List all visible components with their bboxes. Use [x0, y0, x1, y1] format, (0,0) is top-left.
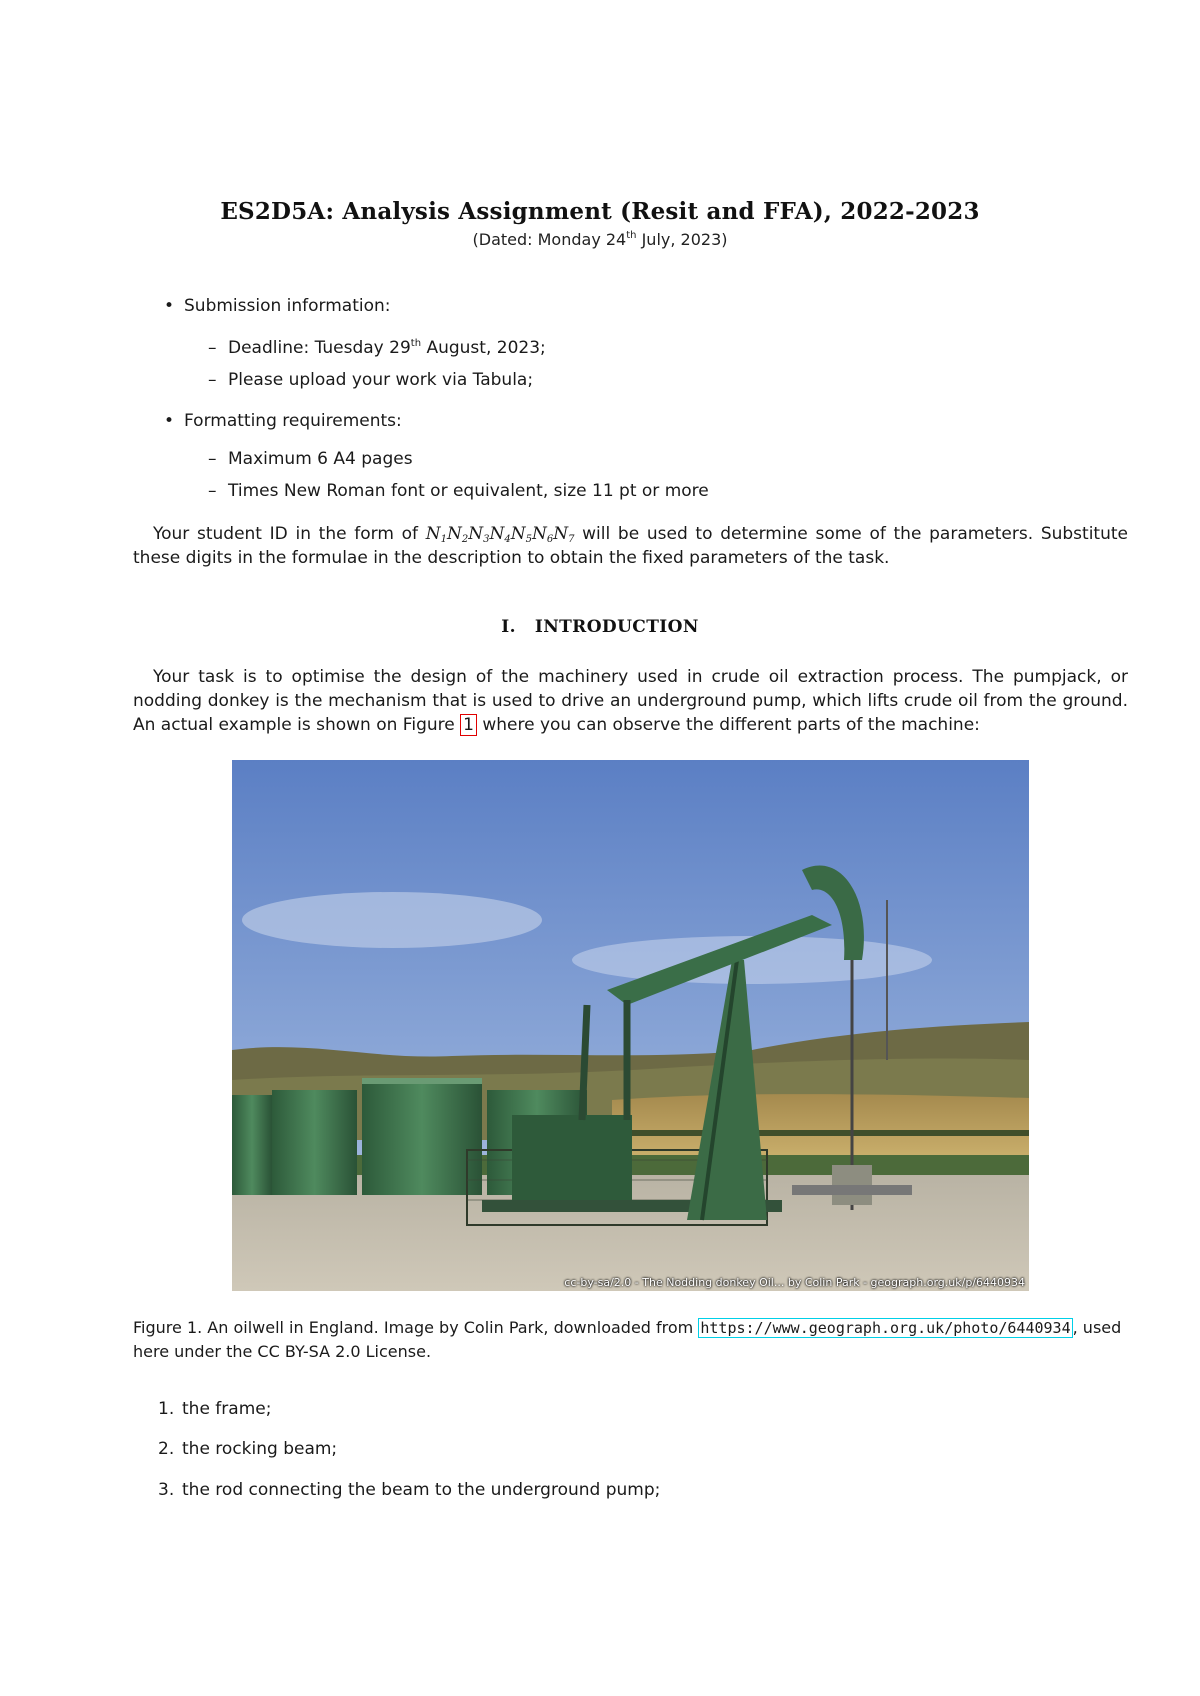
- font-text: Times New Roman font or equivalent, size 11 pt or more: [228, 481, 709, 501]
- date-prefix: (Dated: Monday 24: [472, 230, 627, 249]
- item-upload: [208, 370, 533, 390]
- student-id-prefix: Your student ID in the form of: [153, 524, 426, 544]
- dash-mark: –: [208, 449, 217, 469]
- date-suffix: July, 2023): [636, 230, 728, 249]
- item-pages: [208, 449, 413, 469]
- intro-text-end: where you can observe the different parts of the machine:: [476, 715, 980, 735]
- photo-url-link[interactable]: https://www.geograph.org.uk/photo/6440934: [700, 1319, 1071, 1337]
- photo-watermark: cc-by-sa/2.0 - The Nodding donkey Oil... by Colin Park - geograph.org.uk/p/6440934: [564, 1276, 1025, 1289]
- list-item: 3. the rod connecting the beam to the underground pump;: [158, 1480, 661, 1500]
- section-heading: I. INTRODUCTION: [501, 617, 699, 637]
- date-line: [0, 230, 1200, 249]
- date-sup: th: [626, 230, 637, 241]
- caption-suffix: , used here under the CC BY-SA 2.0 License.: [133, 1318, 1122, 1361]
- dash-mark: –: [208, 370, 217, 390]
- list-item: 2. the rocking beam;: [158, 1439, 338, 1459]
- dash-mark: –: [208, 338, 217, 358]
- deadline-suffix: August, 2023;: [421, 338, 546, 358]
- oilwell-photo: [232, 760, 1029, 1291]
- gearbox: [512, 1115, 632, 1205]
- item-deadline: [208, 338, 546, 358]
- dash-mark: –: [208, 481, 217, 501]
- deadline-sup: th: [410, 338, 422, 349]
- deadline-prefix: Deadline: Tuesday 29: [228, 338, 411, 358]
- intro-text: Your task is to optimise the design of the machinery used in crude oil extraction process. The pumpjack, or nodding donkey is the mechanism that is used to drive an underground pump, which lifts crude oil from the ground. An actual example is shown on Figure: [133, 667, 1128, 735]
- tank: [232, 1095, 272, 1195]
- student-id-suffix: will be used to determine some of the parameters. Substitute these digits in the formulae in the description to obtain the fixed parameters of the task.: [133, 524, 1128, 568]
- pumpjack-illustration: [232, 760, 1029, 1291]
- figure-caption: [133, 1316, 1128, 1363]
- pages-text: Maximum 6 A4 pages: [228, 449, 413, 469]
- list-item: 1. the frame;: [158, 1399, 272, 1419]
- upload-text: Please upload your work via Tabula;: [228, 370, 534, 390]
- tank: [272, 1090, 357, 1195]
- student-id-paragraph: [133, 522, 1128, 570]
- student-id-formula: $N_1N_2N_3N_4N_5N_6N_7$: [425, 524, 575, 545]
- bullet-dot: •: [164, 296, 175, 316]
- bullet-submission: [164, 296, 391, 316]
- caption-prefix: Figure 1. An oilwell in England. Image by Colin Park, downloaded from: [133, 1318, 699, 1337]
- figure-ref-link[interactable]: 1: [460, 714, 477, 736]
- hedge: [612, 1130, 1029, 1136]
- bullet-dot: •: [164, 411, 175, 431]
- item-font: [208, 481, 709, 501]
- submission-label: Submission information:: [184, 296, 391, 316]
- cloud: [242, 892, 542, 948]
- formatting-label: Formatting requirements:: [184, 411, 402, 431]
- document-title: ES2D5A: Analysis Assignment (Resit and FFA), 2022-2023: [220, 198, 980, 225]
- tank: [362, 1080, 482, 1195]
- bullet-formatting: [164, 411, 402, 431]
- wheat-field: [612, 1094, 1029, 1155]
- intro-paragraph: [133, 665, 1128, 737]
